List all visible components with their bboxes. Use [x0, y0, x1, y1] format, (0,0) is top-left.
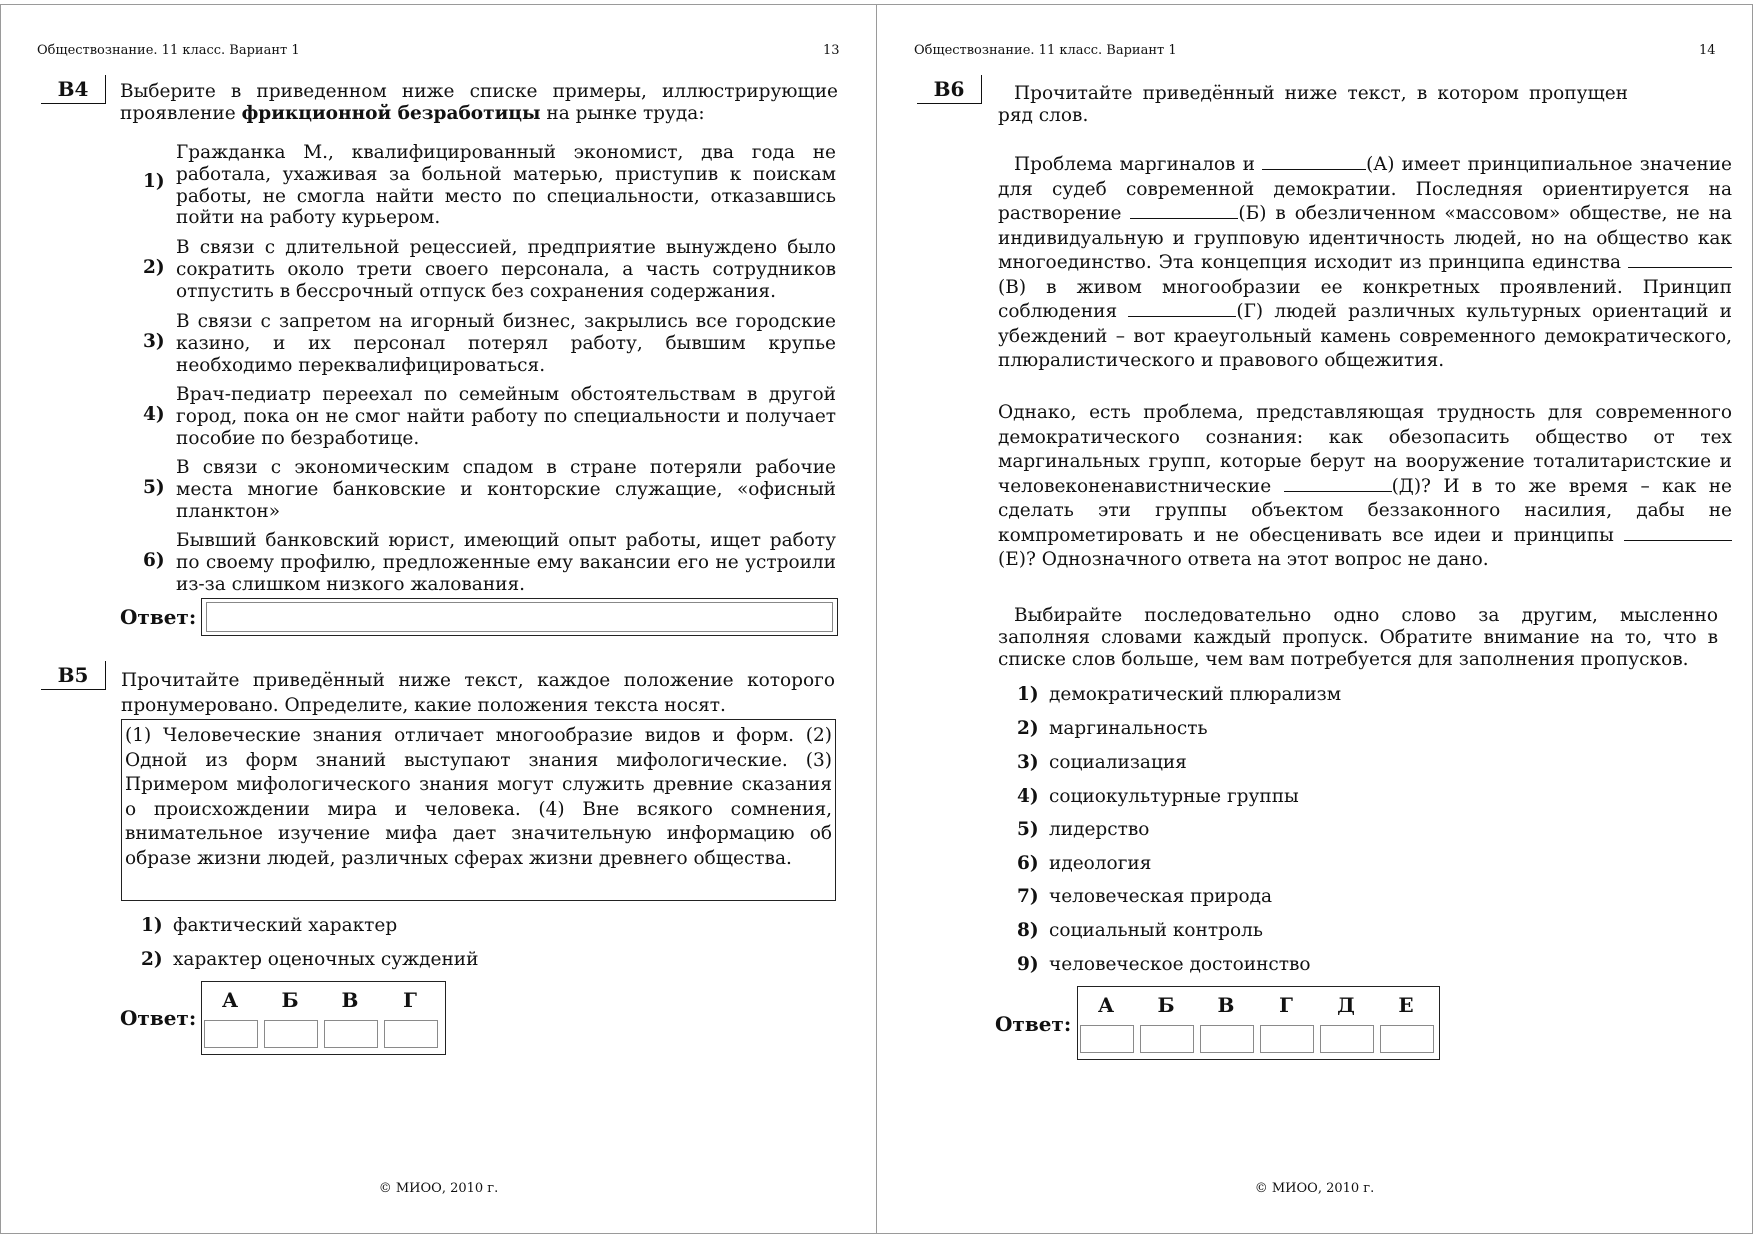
word-text: лидерство	[1049, 819, 1150, 840]
b5-option-2[interactable]	[141, 949, 478, 970]
column-header: Д	[1337, 993, 1355, 1017]
b6-word-7[interactable]	[1017, 886, 1272, 907]
column-header: Е	[1398, 993, 1414, 1017]
text-fragment: (Е)? Однозначного ответа на этот вопрос не дано.	[998, 549, 1489, 570]
answer-cell[interactable]	[1200, 1025, 1254, 1053]
task-label-b5: В5	[41, 661, 106, 690]
option-number: 5)	[143, 477, 165, 498]
answer-cell[interactable]	[264, 1020, 318, 1048]
page-footer: © МИОО, 2010 г.	[1254, 1181, 1375, 1196]
b5-option-1[interactable]	[141, 915, 397, 936]
b6-word-5[interactable]	[1017, 819, 1149, 840]
answer-cell[interactable]	[324, 1020, 378, 1048]
b6-word-3[interactable]	[1017, 752, 1187, 773]
column-header: А	[221, 988, 239, 1012]
word-text: идеология	[1049, 853, 1152, 874]
gap-b	[1130, 202, 1238, 219]
option-number: 2)	[141, 949, 163, 970]
task-label-b4: В4	[41, 75, 106, 104]
b4-answer-label: Ответ:	[120, 605, 197, 629]
answer-cell[interactable]	[1260, 1025, 1314, 1053]
b6-word-6[interactable]	[1017, 853, 1151, 874]
option-text: Гражданка М., квалифицированный экономист, два года не работала, ухаживая за больной матерью, приступив к поискам работы, не смогла найти место по специальности, отказавшись пойти на работу курьером.	[176, 142, 836, 229]
b5-answer-label: Ответ:	[120, 1006, 197, 1030]
word-text: человеческая природа	[1049, 886, 1273, 907]
option-number: 3)	[143, 331, 165, 352]
gap-a	[1262, 153, 1366, 170]
text-fragment: (А) имеет принципиальное значение для судеб современной демократии. Последняя ориентируется на растворение	[998, 154, 1732, 224]
column-header: В	[1217, 993, 1235, 1017]
answer-cell[interactable]	[384, 1020, 438, 1048]
answer-cell[interactable]	[1140, 1025, 1194, 1053]
answer-cell[interactable]	[1320, 1025, 1374, 1053]
word-number: 4)	[1017, 786, 1039, 807]
word-number: 3)	[1017, 752, 1039, 773]
text-fragment: (Б) в обезличенном «массовом» обществе, не на индивидуальную и групповую идентичность людей, но на общество как многоединство. Эта концепция исходит из принципа единства	[998, 203, 1732, 273]
b6-word-1[interactable]	[1017, 684, 1341, 705]
word-text: демократический плюрализм	[1049, 684, 1342, 705]
option-number: 6)	[143, 550, 165, 571]
option-number: 4)	[143, 404, 165, 425]
word-number: 2)	[1017, 718, 1039, 739]
page-number: 13	[823, 43, 840, 58]
b6-word-4[interactable]	[1017, 786, 1299, 807]
option-text: фактический характер	[173, 915, 398, 936]
option-number: 1)	[143, 171, 165, 192]
b6-text-paragraph-1	[998, 153, 1732, 374]
option-text: В связи с длительной рецессией, предприятие вынуждено было сократить около трети своего персонала, а часть сотрудников отпустить в бессрочный отпуск без сохранения содержания.	[176, 237, 836, 302]
b6-prompt: Прочитайте приведённый ниже текст, в котором пропущен ряд слов.	[998, 83, 1628, 126]
word-number: 7)	[1017, 886, 1039, 907]
word-text: социокультурные группы	[1049, 786, 1299, 807]
b6-text-paragraph-2	[998, 401, 1732, 573]
task-label-b6: В6	[917, 75, 982, 104]
gap-e	[1624, 524, 1732, 541]
page-header: Обществознание. 11 класс. Вариант 1	[37, 43, 300, 58]
b5-prompt: Прочитайте приведённый ниже текст, каждое положение которого пронумеровано. Определите, какие положения текста носят.	[121, 670, 835, 716]
word-text: маргинальность	[1049, 718, 1208, 739]
text-fragment: (Г) людей различных культурных ориентаций и убеждений – вот краеугольный камень современного демократического, плюралистического и правового общежития.	[998, 301, 1733, 371]
column-header: Б	[1157, 993, 1175, 1017]
b4-prompt	[120, 81, 838, 125]
option-number: 2)	[143, 257, 165, 278]
b5-answer-grid	[201, 981, 446, 1055]
column-header: В	[341, 988, 359, 1012]
answer-cell[interactable]	[204, 1020, 258, 1048]
word-text: социальный контроль	[1049, 920, 1263, 941]
text-fragment: (В) в живом многообразии ее конкретных проявлений. Принцип соблюдения	[998, 276, 1732, 322]
word-number: 6)	[1017, 853, 1039, 874]
column-header: Б	[281, 988, 299, 1012]
word-number: 5)	[1017, 819, 1039, 840]
column-header: Г	[1279, 993, 1293, 1017]
b4-prompt-before: Выберите в приведенном ниже списке примеры, иллюстрирующие проявление	[120, 81, 838, 124]
b4-prompt-bold: фрикционной безработицы	[241, 103, 541, 124]
option-text: В связи с запретом на игорный бизнес, закрылись все городские казино, и их персонал потерял работу, бывшим крупье необходимо переквалифицироваться.	[176, 311, 836, 376]
word-text: социализация	[1049, 752, 1187, 773]
b4-answer-field[interactable]	[201, 598, 838, 636]
b5-text-box: (1) Человеческие знания отличает многообразие видов и форм. (2) Одной из форм знаний выступают знания мифологические. (3) Примером мифологического знания могут служить древние сказания о происхождении мира и человека. (4) Вне всякого сомнения, внимательное изучение мифа дает значительную информацию об образе жизни людей, различных сферах жизни древнего общества.	[121, 719, 836, 901]
word-number: 9)	[1017, 954, 1039, 975]
option-text: Бывший банковский юрист, имеющий опыт работы, ищет работу по своему профилю, предложенные ему вакансии его не устроили из-за слишком низкого жалования.	[176, 530, 836, 595]
word-text: человеческое достоинство	[1049, 954, 1311, 975]
answer-cell[interactable]	[1380, 1025, 1434, 1053]
text-fragment: Проблема маргиналов и	[1014, 154, 1263, 175]
option-text: Врач-педиатр переехал по семейным обстоятельствам в другой город, пока он не смог найти работу по специальности и получает пособие по безработице.	[176, 384, 836, 449]
gap-d	[1284, 475, 1392, 492]
gap-v	[1628, 251, 1732, 268]
page-footer: © МИОО, 2010 г.	[378, 1181, 499, 1196]
b6-word-8[interactable]	[1017, 920, 1263, 941]
option-number: 1)	[141, 915, 163, 936]
word-number: 8)	[1017, 920, 1039, 941]
page-header: Обществознание. 11 класс. Вариант 1	[914, 43, 1177, 58]
text-fragment: (Д)? И в то же время – как не сделать эти группы объектом беззаконного насилия, дабы не компрометировать и не обесценивать все идеи и принципы	[998, 475, 1732, 546]
left-page	[0, 4, 877, 1234]
word-number: 1)	[1017, 684, 1039, 705]
column-header: Г	[403, 988, 417, 1012]
b6-answer-label: Ответ:	[995, 1012, 1072, 1036]
b6-instruction: Выбирайте последовательно одно слово за другим, мысленно заполняя словами каждый пропуск. Обратите внимание на то, что в списке слов больше, чем вам потребуется для заполнения пропусков.	[998, 605, 1718, 670]
b6-answer-grid	[1077, 986, 1440, 1060]
b6-word-9[interactable]	[1017, 954, 1311, 975]
column-header: А	[1097, 993, 1115, 1017]
gap-g	[1128, 300, 1236, 317]
b6-word-2[interactable]	[1017, 718, 1208, 739]
answer-cell[interactable]	[1080, 1025, 1134, 1053]
option-text: В связи с экономическим спадом в стране потеряли рабочие места многие банковские и конторские служащие, «офисный планктон»	[176, 457, 836, 522]
option-text: характер оценочных суждений	[173, 949, 479, 970]
text-fragment: Однако, есть проблема, представляющая трудность для современного демократического сознания: как обезопасить общество от тех маргинальных групп, которые берут на вооружение тоталитаристские и человеконенавистнические	[998, 402, 1732, 497]
right-page	[876, 4, 1753, 1234]
b4-prompt-after: на рынке труда:	[540, 103, 705, 124]
page-number: 14	[1699, 43, 1716, 58]
